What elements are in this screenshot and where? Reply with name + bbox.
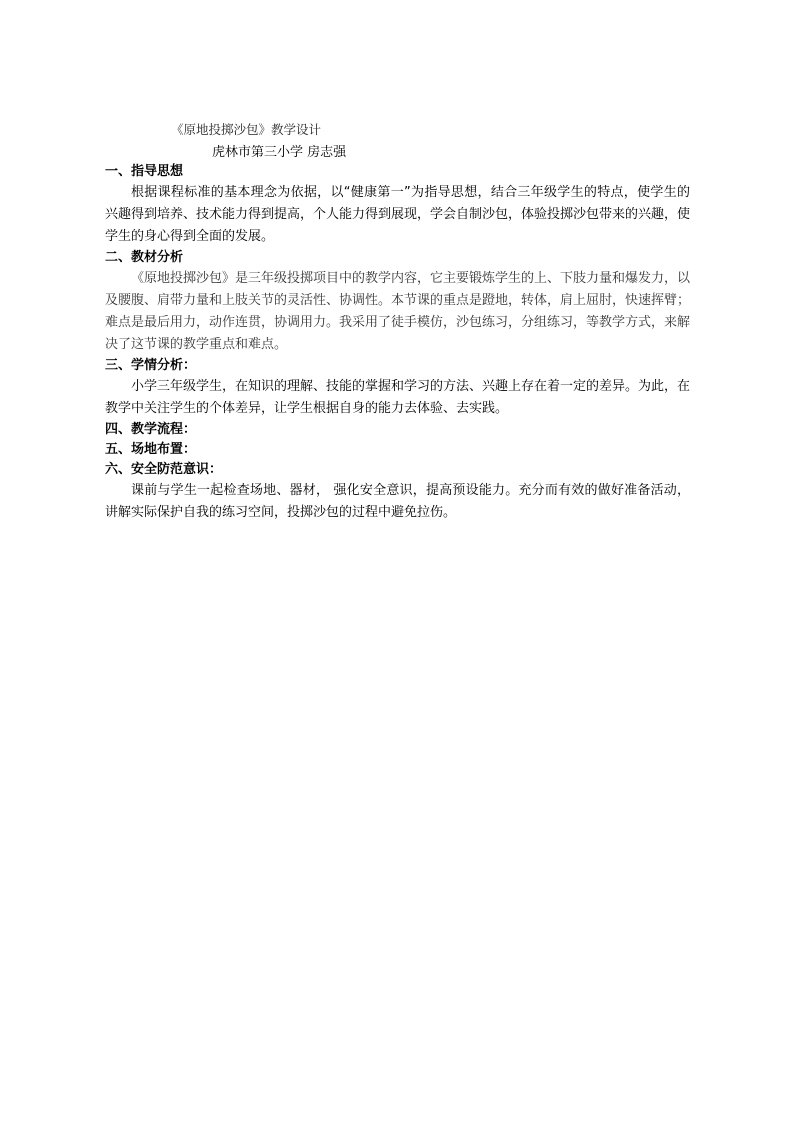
section-paragraph: 根据课程标准的基本理念为依据，以“健康第一”为指导思想，结合三年级学生的特点，使学生的兴趣得到培养、技术能力得到提高，个人能力得到展现，学会自制沙包，体验投掷沙包带来的兴趣，使学生的身心得到全面的发展。: [105, 185, 691, 244]
document-body: [105, 162, 690, 524]
document-title: 《原地投掷沙包》教学设计: [171, 122, 322, 137]
section-venue-layout: [105, 440, 690, 460]
section-guiding-ideology: [105, 162, 690, 248]
section-paragraph: 小学三年级学生，在知识的理解、技能的掌握和学习的方法、兴趣上存在着一定的差异。为此，在教学中关注学生的个体差异，让学生根据自身的能力去体验、去实践。: [105, 379, 691, 416]
document-author: 虎林市第三小学 房志强: [212, 145, 347, 160]
section-heading: 一、指导思想: [105, 164, 184, 179]
section-teaching-process: [105, 420, 690, 440]
section-paragraph: 《原地投掷沙包》是三年级投掷项目中的教学内容，它主要锻炼学生的上、下肢力量和爆发力，以及腰腹、肩带力量和上肢关节的灵活性、协调性。本节课的重点是蹬地，转体，肩上屈肘，快速挥臂；难点是最后用力，动作连贯，协调用力。我采用了徒手模仿，沙包练习，分组练习，等教学方式，来解决了这节课的教学重点和难点。: [105, 271, 691, 352]
section-material-analysis: [105, 248, 690, 356]
section-paragraph: 课前与学生一起检查场地、器材， 强化安全意识，提高预设能力。充分而有效的做好准备活动，讲解实际保护自我的练习空间，投掷沙包的过程中避免拉伤。: [105, 483, 690, 520]
section-heading: 四、教学流程：: [105, 422, 197, 437]
section-heading: 二、教材分析: [105, 250, 184, 265]
section-heading: 六、安全防范意识：: [105, 462, 223, 477]
section-learner-analysis: [105, 356, 690, 420]
section-heading: 五、场地布置：: [105, 442, 197, 457]
section-heading: 三、学情分析：: [105, 358, 197, 373]
section-safety-awareness: [105, 460, 690, 524]
